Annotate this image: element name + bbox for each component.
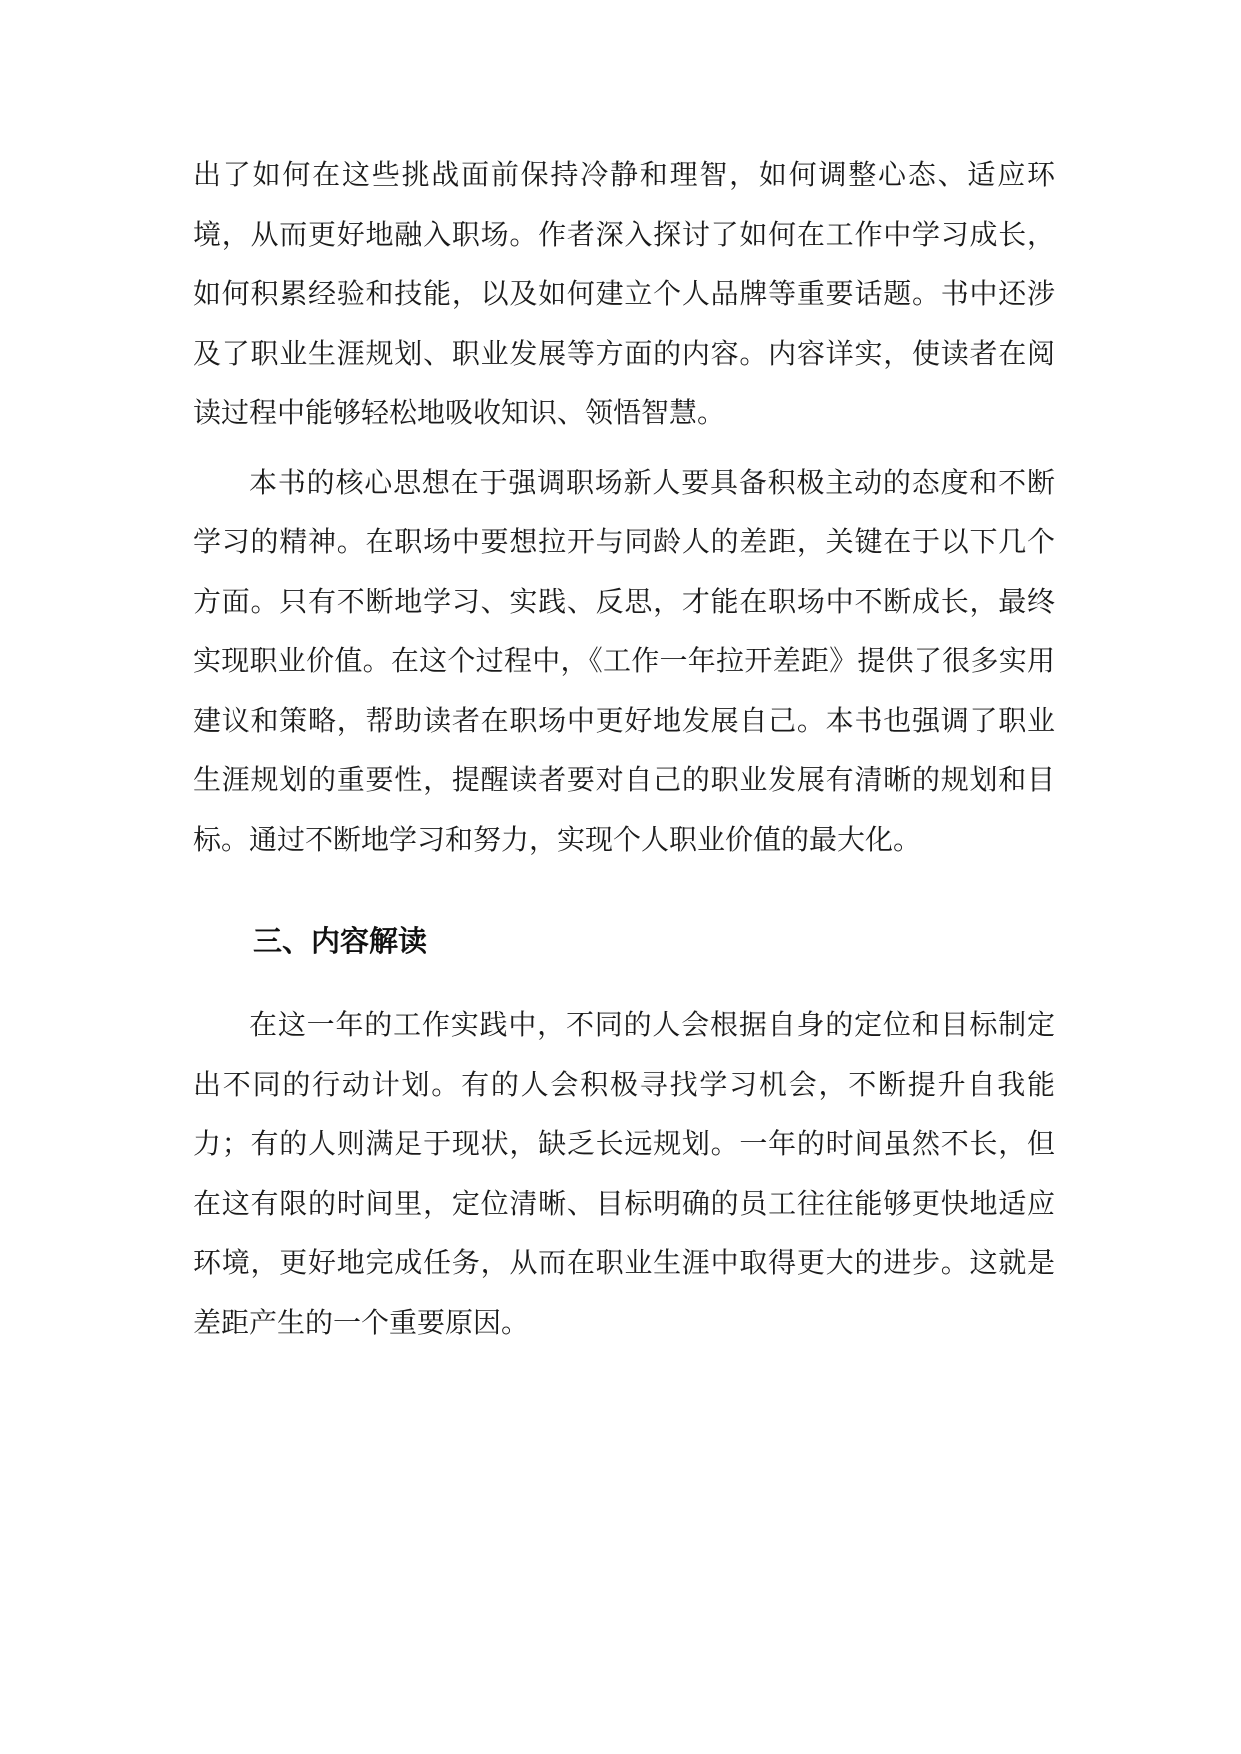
- paragraph-core-idea: 本书的核心思想在于强调职场新人要具备积极主动的态度和不断学习的精神。在职场中要想拉开与同龄人的差距，关键在于以下几个方面。只有不断地学习、实践、反思，才能在职场中不断成长，最终实现职业价值。在这个过程中，《工作一年拉开差距》提供了很多实用建议和策略，帮助读者在职场中更好地发展自己。本书也强调了职业生涯规划的重要性，提醒读者要对自己的职业发展有清晰的规划和目标。通过不断地学习和努力，实现个人职业价值的最大化。: [193, 465, 1055, 856]
- section-heading: 三、内容解读: [253, 924, 428, 958]
- paragraph-continuation: 出了如何在这些挑战面前保持冷静和理智，如何调整心态、适应环境，从而更好地融入职场。作者深入探讨了如何在工作中学习成长，如何积累经验和技能，以及如何建立个人品牌等重要话题。书中还涉及了职业生涯规划、职业发展等方面的内容。内容详实，使读者在阅读过程中能够轻松地吸收知识、领悟智慧。: [193, 158, 1055, 429]
- document-body: [193, 145, 1055, 1352]
- paragraph-content-interpretation: 在这一年的工作实践中，不同的人会根据自身的定位和目标制定出不同的行动计划。有的人会积极寻找学习机会，不断提升自我能力；有的人则满足于现状，缺乏长远规划。一年的时间虽然不长，但在这有限的时间里，定位清晰、目标明确的员工往往能够更快地适应环境，更好地完成任务，从而在职业生涯中取得更大的进步。这就是差距产生的一个重要原因。: [193, 1008, 1055, 1339]
